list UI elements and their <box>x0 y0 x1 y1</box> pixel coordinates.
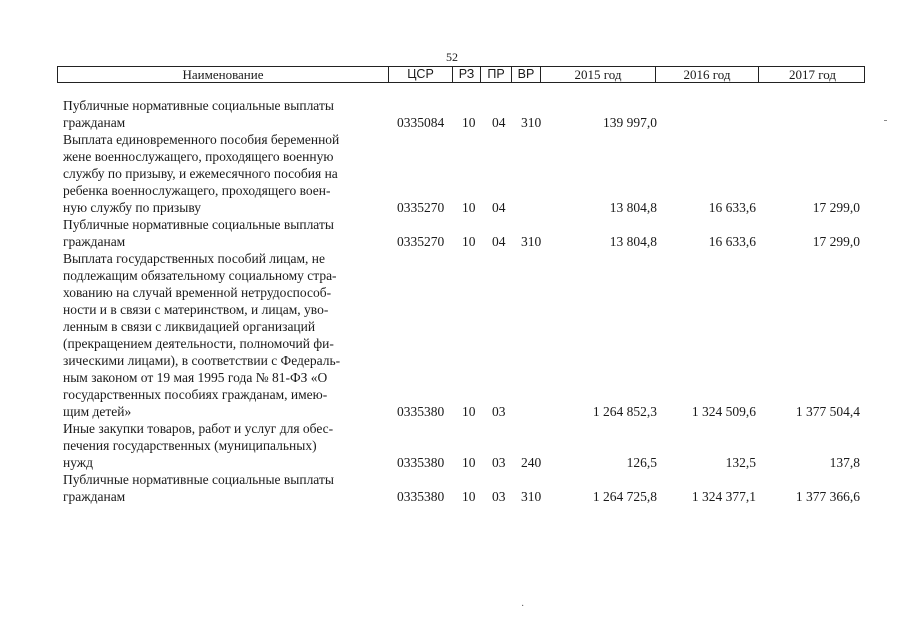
row-vr: 310 <box>521 489 542 504</box>
table-row <box>0 471 905 505</box>
row-csr: 0335380 <box>397 489 445 504</box>
table-row <box>0 97 905 131</box>
row-2016: 1 324 509,6 <box>691 404 756 419</box>
row-2017: 137,8 <box>829 455 860 470</box>
row-rz: 10 <box>462 234 476 249</box>
row-name: Выплата единовременного пособия беременной жене военнослужащего, проходящего военную службу по призыву, и ежемесячного пособия на ребенка военнослужащего, проходящего воен- ную службу по призыву <box>63 132 340 215</box>
table-row <box>0 131 905 216</box>
row-2015: 13 804,8 <box>609 200 657 215</box>
row-2015: 126,5 <box>626 455 657 470</box>
row-name: Публичные нормативные социальные выплаты гражданам <box>63 472 334 504</box>
row-csr: 0335270 <box>397 200 445 215</box>
row-rz: 10 <box>462 115 476 130</box>
row-csr: 0335380 <box>397 455 445 470</box>
row-pr: 04 <box>492 115 506 130</box>
header-2015: 2015 год <box>541 67 656 82</box>
row-name: Выплата государственных пособий лицам, не подлежащим обязательному социальному стра- хованию на случай временной нетрудоспособ- ности и в связи с материнством, и лицам, уво- ленным в связи с ликвидацией организаций (прекращением деятельности, полномочий фи- зическими лицами), в соответствии с Федераль- ным законом от 19 мая 1995 года № 81-ФЗ «О государственных пособиях гражданам, имею- щим детей» <box>63 251 341 419</box>
row-2015: 13 804,8 <box>609 234 657 249</box>
table-header <box>57 66 865 83</box>
stray-mark: · <box>521 601 525 612</box>
row-vr: 240 <box>521 455 542 470</box>
row-2016: 1 324 377,1 <box>691 489 756 504</box>
edge-mark <box>884 120 887 121</box>
row-name: Публичные нормативные социальные выплаты гражданам <box>63 217 334 249</box>
row-2015: 1 264 852,3 <box>592 404 657 419</box>
header-rz: РЗ <box>453 67 481 82</box>
row-vr: 310 <box>521 115 542 130</box>
row-2015: 139 997,0 <box>603 115 657 130</box>
page-number: 52 <box>446 50 458 64</box>
row-2015: 1 264 725,8 <box>592 489 657 504</box>
header-2016: 2016 год <box>656 67 759 82</box>
row-csr: 0335084 <box>397 115 445 130</box>
row-2016: 16 633,6 <box>708 234 756 249</box>
row-2016: 16 633,6 <box>708 200 756 215</box>
row-name: Публичные нормативные социальные выплаты гражданам <box>63 98 334 130</box>
row-2017: 17 299,0 <box>812 234 860 249</box>
row-vr: 310 <box>521 234 542 249</box>
row-2017: 17 299,0 <box>812 200 860 215</box>
row-pr: 03 <box>492 404 506 419</box>
table-body <box>0 97 905 505</box>
row-rz: 10 <box>462 455 476 470</box>
row-csr: 0335270 <box>397 234 445 249</box>
row-2016: 132,5 <box>725 455 756 470</box>
table-row <box>0 216 905 250</box>
table-row <box>0 420 905 471</box>
row-rz: 10 <box>462 404 476 419</box>
row-pr: 04 <box>492 200 506 215</box>
row-2017: 1 377 504,4 <box>795 404 860 419</box>
header-name: Наименование <box>58 67 389 82</box>
header-2017: 2017 год <box>789 67 836 82</box>
header-csr: ЦСР <box>389 67 453 82</box>
table-row <box>0 250 905 420</box>
row-csr: 0335380 <box>397 404 445 419</box>
row-name: Иные закупки товаров, работ и услуг для обес- печения государственных (муниципальных) нужд <box>63 421 334 470</box>
row-rz: 10 <box>462 200 476 215</box>
row-pr: 04 <box>492 234 506 249</box>
row-rz: 10 <box>462 489 476 504</box>
row-2017: 1 377 366,6 <box>795 489 860 504</box>
header-vr: ВР <box>512 67 541 82</box>
row-pr: 03 <box>492 455 506 470</box>
row-pr: 03 <box>492 489 506 504</box>
header-pr: ПР <box>481 67 512 82</box>
